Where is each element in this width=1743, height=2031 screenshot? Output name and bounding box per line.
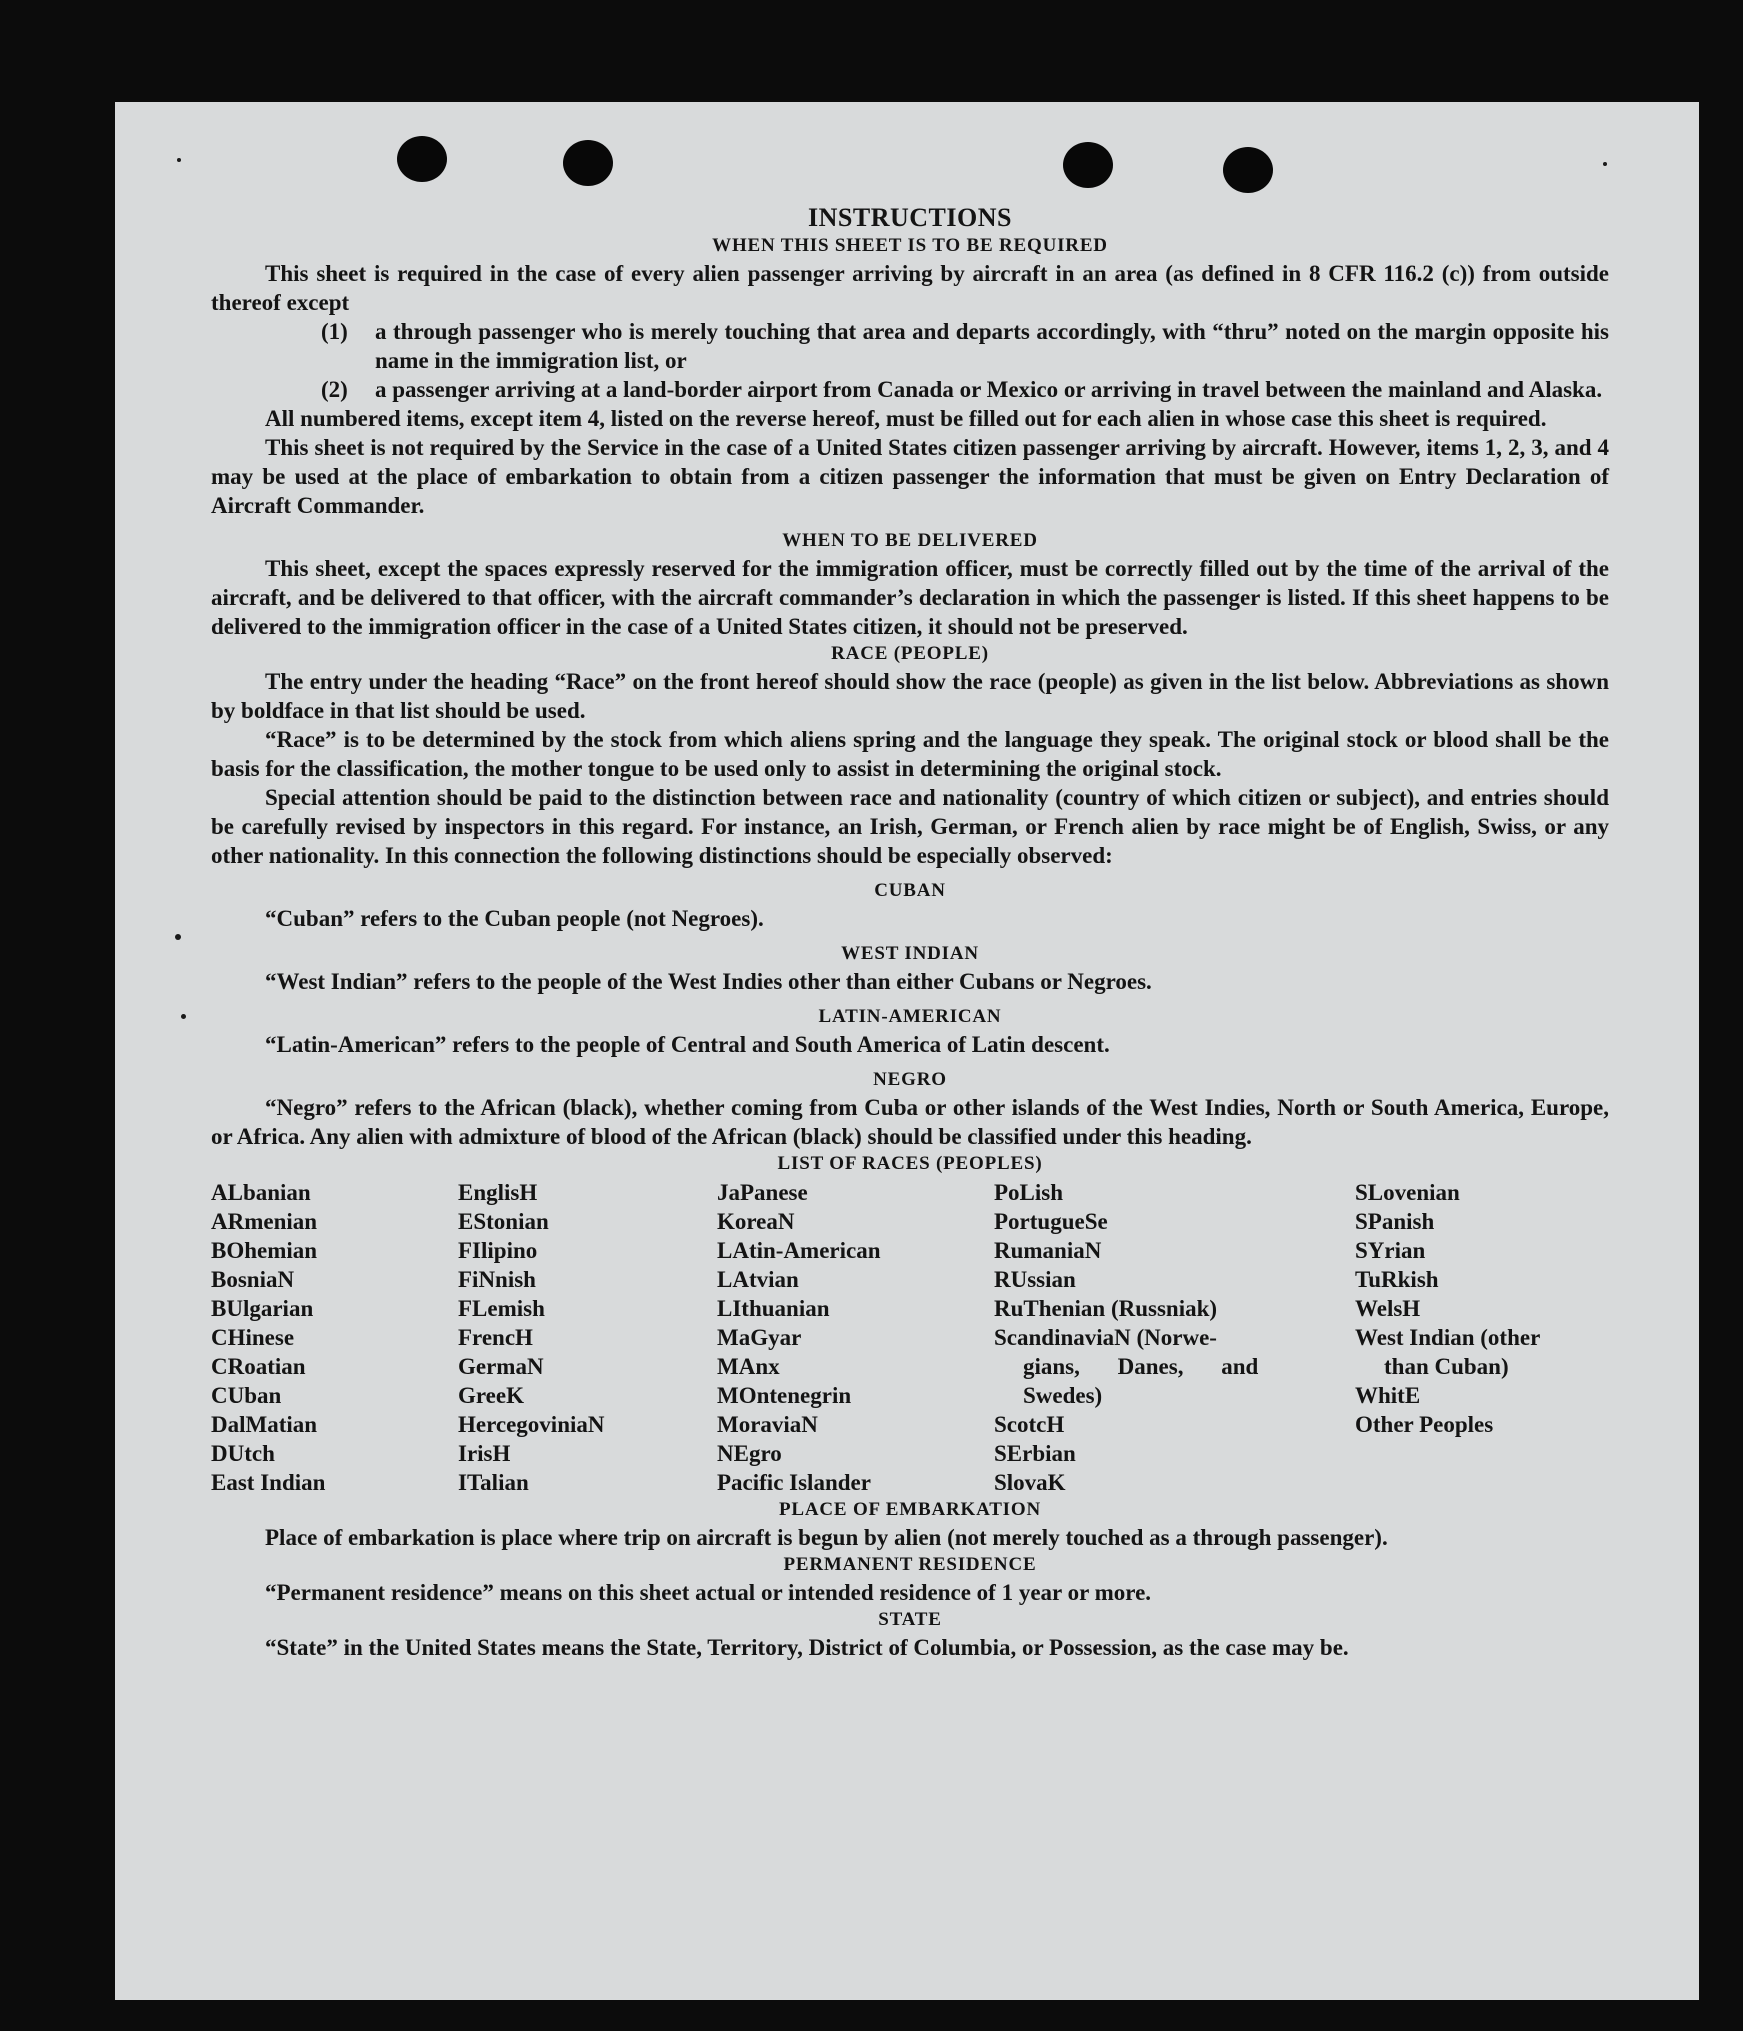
race-item: WelsH (1355, 1296, 1421, 1321)
state-text: “State” in the United States means the State, Territory, District of Columbia, or Possession, as the case may be. (265, 1635, 1349, 1660)
speck (181, 1014, 186, 1019)
races-column-2 (458, 1178, 717, 1497)
heading-state: STATE (878, 1609, 942, 1630)
west-indian-definition: “West Indian” refers to the people of the West Indies other than either Cubans or Negroes. (265, 969, 1152, 994)
race-item: SPanish (1355, 1209, 1435, 1234)
race-item: HercegoviniaN (458, 1412, 605, 1437)
race-item: WhitE (1355, 1383, 1421, 1408)
exception-text: a through passenger who is merely touching that area and departs accordingly, with “thru” noted on the margin opposite his name in the immigration list, or (375, 319, 1609, 373)
race-item: CRoatian (211, 1354, 306, 1379)
embarkation-text: Place of embarkation is place where trip on aircraft is begun by alien (not merely touched as a through passenger). (265, 1525, 1388, 1550)
required-intro: This sheet is required in the case of every alien passenger arriving by aircraft in an area (as defined in 8 CFR 116.2 (c)) from outside thereof except (211, 261, 1609, 315)
race-item: MOntenegrin (717, 1383, 852, 1408)
race-item: Swedes) (1023, 1383, 1103, 1408)
race-item: ARmenian (211, 1209, 318, 1234)
heading-latin-american: LATIN-AMERICAN (818, 1006, 1002, 1027)
race-item: PoLish (994, 1180, 1064, 1205)
race-item: East Indian (211, 1470, 326, 1495)
race-item: gians, Danes, and (1023, 1354, 1259, 1379)
heading-residence: PERMANENT RESIDENCE (783, 1554, 1037, 1575)
heading-race: RACE (PEOPLE) (831, 643, 989, 664)
heading-list-of-races: LIST OF RACES (PEOPLES) (777, 1153, 1043, 1174)
race-item: SYrian (1355, 1238, 1426, 1263)
speck (177, 158, 181, 162)
race-item: FiNnish (458, 1267, 536, 1292)
page-title: INSTRUCTIONS (808, 203, 1012, 232)
heading-negro: NEGRO (873, 1069, 947, 1090)
race-item: MoraviaN (717, 1412, 818, 1437)
punch-hole (563, 140, 613, 186)
race-item: EnglisH (458, 1180, 538, 1205)
race-item: Other Peoples (1355, 1412, 1494, 1437)
speck (1603, 162, 1607, 166)
races-column-3 (717, 1178, 994, 1497)
race-item: GermaN (458, 1354, 544, 1379)
latin-american-definition: “Latin-American” refers to the people of Central and South America of Latin descent. (265, 1032, 1110, 1057)
race-item: SLovenian (1355, 1180, 1460, 1205)
heading-required: WHEN THIS SHEET IS TO BE REQUIRED (712, 235, 1108, 256)
race-item: RUssian (994, 1267, 1076, 1292)
negro-definition: “Negro” refers to the African (black), whether coming from Cuba or other islands of the West Indies, North or South America, Europe, or Africa. Any alien with admixture of blood of the African (black) should be classified under this heading. (211, 1095, 1609, 1149)
delivered-text: This sheet, except the spaces expressly reserved for the immigration officer, must be correctly filled out by the time of the arrival of the aircraft, and be delivered to that officer, with the aircraft commander’s declaration in which the passenger is listed. If this sheet happens to be delivered to the immigration officer in the case of a United States citizen, it should not be preserved. (211, 556, 1609, 639)
race-item: ITalian (458, 1470, 529, 1495)
race-item: BOhemian (211, 1238, 318, 1263)
exception-number: (2) (321, 377, 348, 402)
race-item: MaGyar (717, 1325, 802, 1350)
race-item: FLemish (458, 1296, 545, 1321)
heading-embarkation: PLACE OF EMBARKATION (779, 1499, 1041, 1520)
race-item: FrencH (458, 1325, 533, 1350)
residence-text: “Permanent residence” means on this sheet actual or intended residence of 1 year or more. (265, 1580, 1152, 1605)
speck (175, 934, 181, 940)
race-item: IrisH (458, 1441, 511, 1466)
race-item: GreeK (458, 1383, 524, 1408)
heading-delivered: WHEN TO BE DELIVERED (782, 530, 1038, 551)
heading-west-indian: WEST INDIAN (841, 943, 979, 964)
race-item: DalMatian (211, 1412, 318, 1437)
race-paragraph: Special attention should be paid to the distinction between race and nationality (country of which citizen or subject), and entries should be carefully revised by inspectors in this regard. For instance, an Irish, German, or French alien by race might be of English, Swiss, or any other nationality. In this connection the following distinctions should be especially observed: (211, 785, 1609, 868)
race-item: LIthuanian (717, 1296, 830, 1321)
race-item: EStonian (458, 1209, 549, 1234)
races-column-5 (1355, 1178, 1609, 1497)
cuban-definition: “Cuban” refers to the Cuban people (not Negroes). (265, 906, 764, 931)
race-item: West Indian (other (1355, 1325, 1541, 1350)
punch-hole (397, 136, 447, 182)
race-item: KoreaN (717, 1209, 795, 1234)
numbered-items-text: All numbered items, except item 4, listed on the reverse hereof, must be filled out for each alien in whose case this sheet is required. (265, 406, 1547, 431)
exception-item (321, 317, 1609, 375)
race-item: BUlgarian (211, 1296, 314, 1321)
race-item: NEgro (717, 1441, 782, 1466)
exception-item (321, 375, 1609, 404)
race-item: TuRkish (1355, 1267, 1439, 1292)
race-item: than Cuban) (1384, 1354, 1509, 1379)
exception-text: a passenger arriving at a land-border airport from Canada or Mexico or arriving in travel between the mainland and Alaska. (375, 377, 1603, 402)
race-item: JaPanese (717, 1180, 808, 1205)
instruction-sheet (115, 102, 1699, 2000)
race-item: BosniaN (211, 1267, 295, 1292)
instructions-body (211, 202, 1609, 1662)
race-item: Pacific Islander (717, 1470, 871, 1495)
race-paragraph: “Race” is to be determined by the stock from which aliens spring and the language they speak. The original stock or blood shall be the basis for the classification, the mother tongue to be used only to assist in determining the original stock. (211, 727, 1609, 781)
race-item: ScandinaviaN (Norwe- (994, 1325, 1217, 1350)
citizen-note: This sheet is not required by the Service in the case of a United States citizen passenger arriving by aircraft. However, items 1, 2, 3, and 4 may be used at the place of embarkation to obtain from a citizen passenger the information that must be given on Entry Declaration of Aircraft Commander. (211, 435, 1609, 518)
race-item: ScotcH (994, 1412, 1065, 1437)
race-item: RuThenian (Russniak) (994, 1296, 1218, 1321)
race-item: DUtch (211, 1441, 275, 1466)
race-item: SErbian (994, 1441, 1076, 1466)
race-item: SlovaK (994, 1470, 1066, 1495)
race-item: CUban (211, 1383, 282, 1408)
race-paragraph: The entry under the heading “Race” on the front hereof should show the race (people) as given in the list below. Abbreviations as shown by boldface in that list should be used. (211, 669, 1609, 723)
race-item: PortugueSe (994, 1209, 1108, 1234)
heading-cuban: CUBAN (874, 880, 946, 901)
race-item: RumaniaN (994, 1238, 1102, 1263)
races-column-4 (994, 1178, 1355, 1497)
race-item: ALbanian (211, 1180, 311, 1205)
race-item: FIlipino (458, 1238, 538, 1263)
race-item: CHinese (211, 1325, 295, 1350)
race-item: MAnx (717, 1354, 780, 1379)
race-item: LAtvian (717, 1267, 799, 1292)
punch-hole (1223, 147, 1273, 193)
races-column-1 (211, 1178, 458, 1497)
exception-number: (1) (321, 319, 348, 344)
punch-hole (1063, 142, 1113, 188)
races-table (211, 1178, 1609, 1497)
race-item: LAtin-American (717, 1238, 881, 1263)
